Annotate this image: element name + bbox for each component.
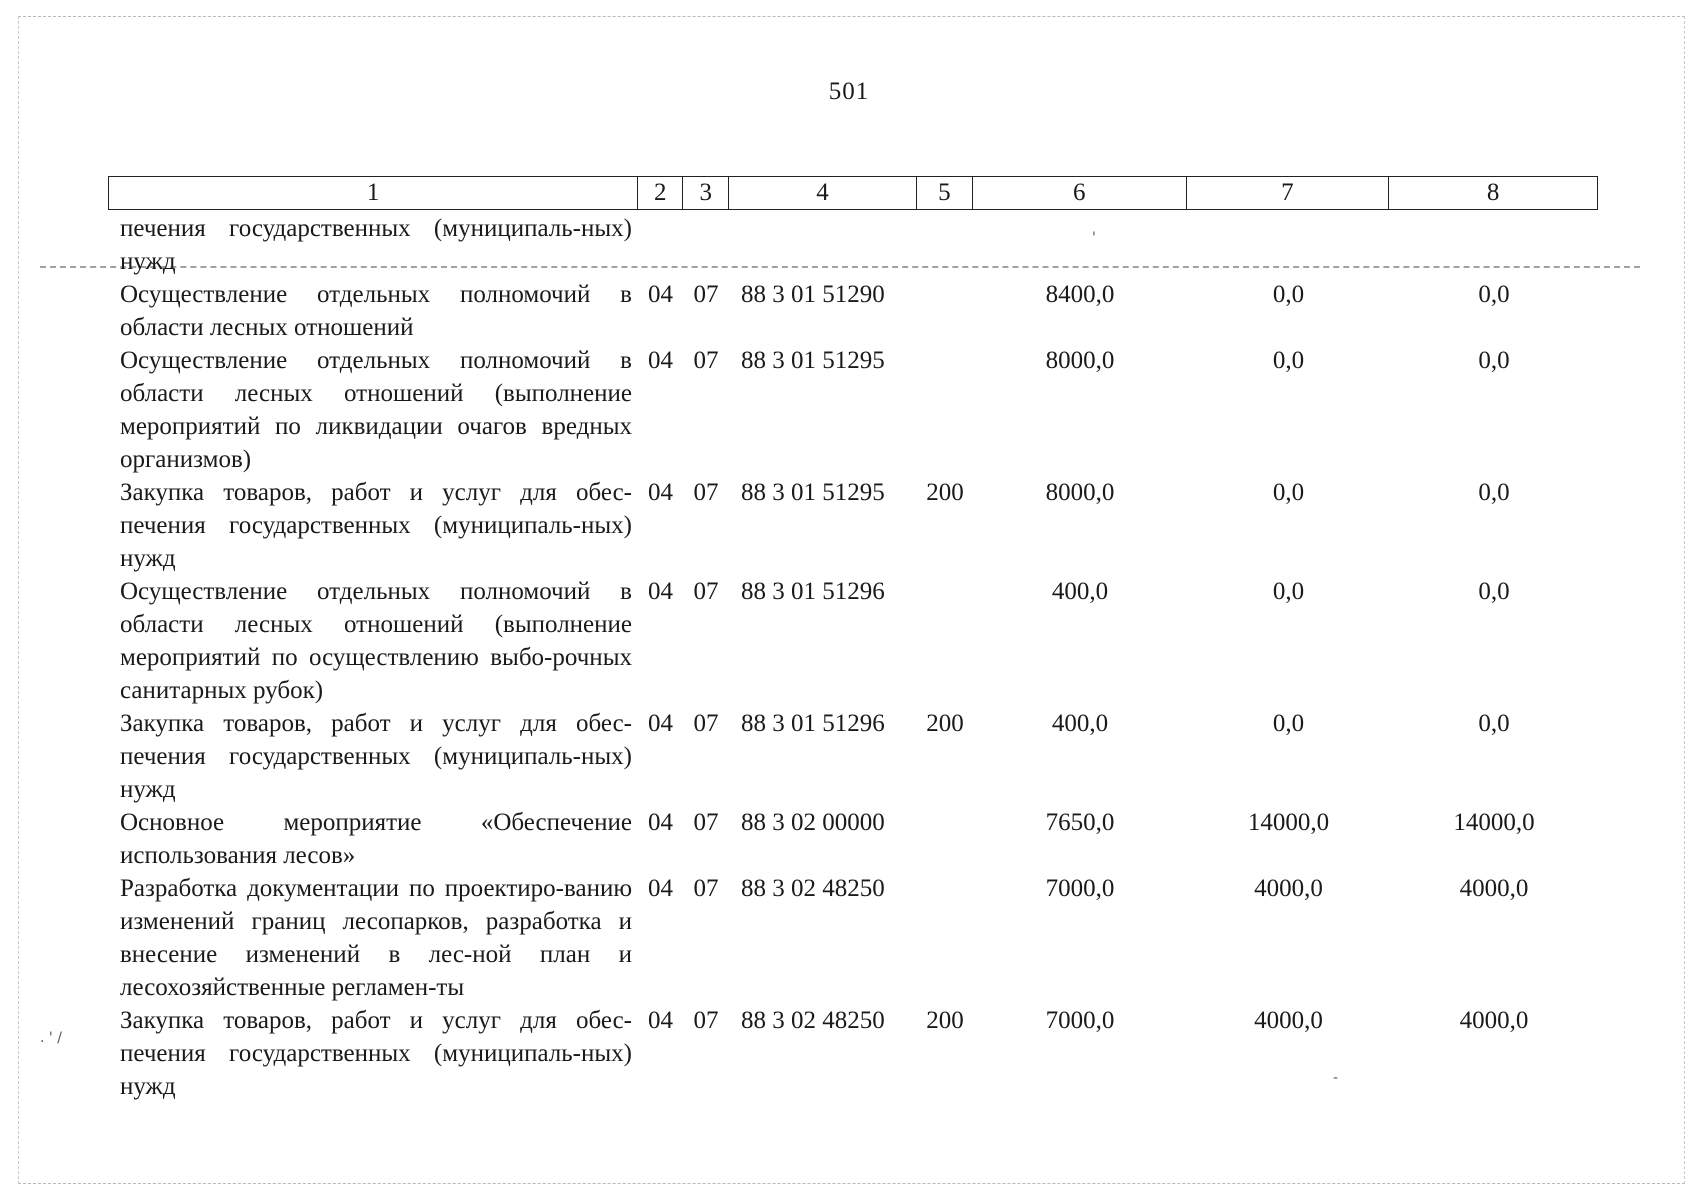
- row-subsection: [683, 212, 729, 278]
- row-subsection: 07: [693, 347, 719, 374]
- scan-speck: ': [1092, 230, 1096, 246]
- row-expense-type: [917, 806, 973, 872]
- row-expense-type: [917, 872, 973, 1004]
- row-description: Осуществление отдельных полномочий в области лесных отношений (выполнение мероприятий по ликвидации очагов вредных организмов): [120, 347, 632, 473]
- row-amount-col6: 8000,0: [1045, 479, 1115, 506]
- row-description: Закупка товаров, работ и услуг для обес-печения государственных (муниципаль-ных) нужд: [120, 479, 632, 572]
- row-section: 04: [648, 809, 673, 836]
- row-expense-type: [917, 575, 973, 707]
- row-amount-col6: 7000,0: [1045, 1007, 1115, 1034]
- table-row: [108, 212, 1598, 278]
- row-amount-col8: 0,0: [1478, 479, 1510, 506]
- row-section: 04: [648, 875, 673, 902]
- row-target-article: 88 3 02 48250: [741, 875, 885, 902]
- table-header: [108, 176, 1598, 210]
- row-section: 04: [648, 710, 673, 737]
- row-section: 04: [648, 479, 673, 506]
- row-description: Разработка документации по проектиро-ванию изменений границ лесопарков, разработка и внесение изменений в лес-ной план и лесохозяйственные регламен-ты: [120, 875, 632, 1001]
- row-amount-col8: 4000,0: [1459, 875, 1529, 902]
- header-col-8: 8: [1486, 179, 1500, 206]
- row-amount-col8: 0,0: [1478, 710, 1510, 737]
- table-row: [108, 1004, 1598, 1103]
- row-subsection: 07: [693, 281, 719, 308]
- row-description: Осуществление отдельных полномочий в области лесных отношений (выполнение мероприятий по осуществлению выбо-рочных санитарных рубок): [120, 578, 632, 704]
- row-target-article: 88 3 02 48250: [741, 1007, 885, 1034]
- row-amount-col7: 0,0: [1272, 347, 1305, 374]
- table-row: [108, 278, 1598, 344]
- scan-speck: -: [1333, 1070, 1339, 1086]
- header-col-5: 5: [917, 177, 973, 209]
- row-subsection: 07: [693, 479, 719, 506]
- row-section: 04: [648, 347, 673, 374]
- row-expense-type: [917, 212, 973, 278]
- table-row: [108, 476, 1598, 575]
- row-amount-col6: 8400,0: [1045, 281, 1115, 308]
- row-amount-col6: 8000,0: [1045, 347, 1115, 374]
- row-section: [638, 212, 683, 278]
- row-target-article: 88 3 01 51296: [741, 710, 885, 737]
- row-subsection: 07: [693, 1007, 719, 1034]
- row-amount-col6: 400,0: [1051, 710, 1109, 737]
- row-description: печения государственных (муниципаль-ных) нужд: [120, 215, 632, 275]
- header-col-1: 1: [109, 177, 638, 209]
- table-row: [108, 707, 1598, 806]
- row-subsection: 07: [693, 710, 719, 737]
- table-row: [108, 872, 1598, 1004]
- row-target-article: 88 3 01 51295: [741, 479, 885, 506]
- row-description: Закупка товаров, работ и услуг для обес-печения государственных (муниципаль-ных) нужд: [120, 710, 632, 803]
- page-number: 501: [828, 78, 870, 105]
- row-section: 04: [648, 578, 673, 605]
- row-section: 04: [648, 281, 673, 308]
- scan-speck: . ' /: [40, 1030, 62, 1046]
- row-target-article: 88 3 02 00000: [741, 809, 885, 836]
- row-amount-col6: [973, 212, 1187, 278]
- row-subsection: 07: [693, 809, 719, 836]
- row-subsection: 07: [693, 875, 719, 902]
- row-amount-col7: 14000,0: [1247, 809, 1330, 836]
- row-section: 04: [648, 1007, 673, 1034]
- row-amount-col8: 4000,0: [1459, 1007, 1529, 1034]
- row-expense-type: 200: [926, 710, 964, 737]
- row-target-article: 88 3 01 51296: [741, 578, 885, 605]
- row-amount-col7: 0,0: [1272, 479, 1305, 506]
- row-description: Основное мероприятие «Обеспечение использования лесов»: [120, 809, 632, 869]
- row-amount-col6: 400,0: [1051, 578, 1109, 605]
- row-amount-col6: 7000,0: [1045, 875, 1115, 902]
- row-description: Закупка товаров, работ и услуг для обес-печения государственных (муниципаль-ных) нужд: [120, 1007, 632, 1100]
- row-target-article: [729, 212, 917, 278]
- row-description: Осуществление отдельных полномочий в области лесных отношений: [120, 281, 632, 341]
- table-row: [108, 575, 1598, 707]
- row-amount-col7: 4000,0: [1254, 1007, 1323, 1034]
- row-subsection: 07: [693, 578, 719, 605]
- row-amount-col7: [1187, 212, 1390, 278]
- row-target-article: 88 3 01 51290: [741, 281, 885, 308]
- header-col-3: 3: [683, 177, 729, 209]
- table-row: [108, 806, 1598, 872]
- row-expense-type: 200: [926, 479, 964, 506]
- header-col-2: 2: [638, 177, 683, 209]
- row-target-article: 88 3 01 51295: [741, 347, 885, 374]
- row-expense-type: [917, 344, 973, 476]
- header-col-4: 4: [729, 177, 917, 209]
- row-amount-col8: 14000,0: [1453, 809, 1535, 836]
- row-amount-col8: 0,0: [1478, 347, 1510, 374]
- row-expense-type: [917, 278, 973, 344]
- header-col-7: 7: [1187, 177, 1390, 209]
- row-expense-type: 200: [926, 1007, 964, 1034]
- header-col-6: 6: [973, 177, 1187, 209]
- row-amount-col8: 0,0: [1478, 281, 1510, 308]
- row-amount-col7: 0,0: [1272, 578, 1305, 605]
- row-amount-col7: 0,0: [1272, 281, 1305, 308]
- row-amount-col7: 4000,0: [1254, 875, 1323, 902]
- row-amount-col7: 0,0: [1272, 710, 1305, 737]
- row-amount-col8: [1390, 212, 1598, 278]
- table-row: [108, 344, 1598, 476]
- row-amount-col6: 7650,0: [1045, 809, 1115, 836]
- table-body: [108, 212, 1598, 1103]
- row-amount-col8: 0,0: [1478, 578, 1510, 605]
